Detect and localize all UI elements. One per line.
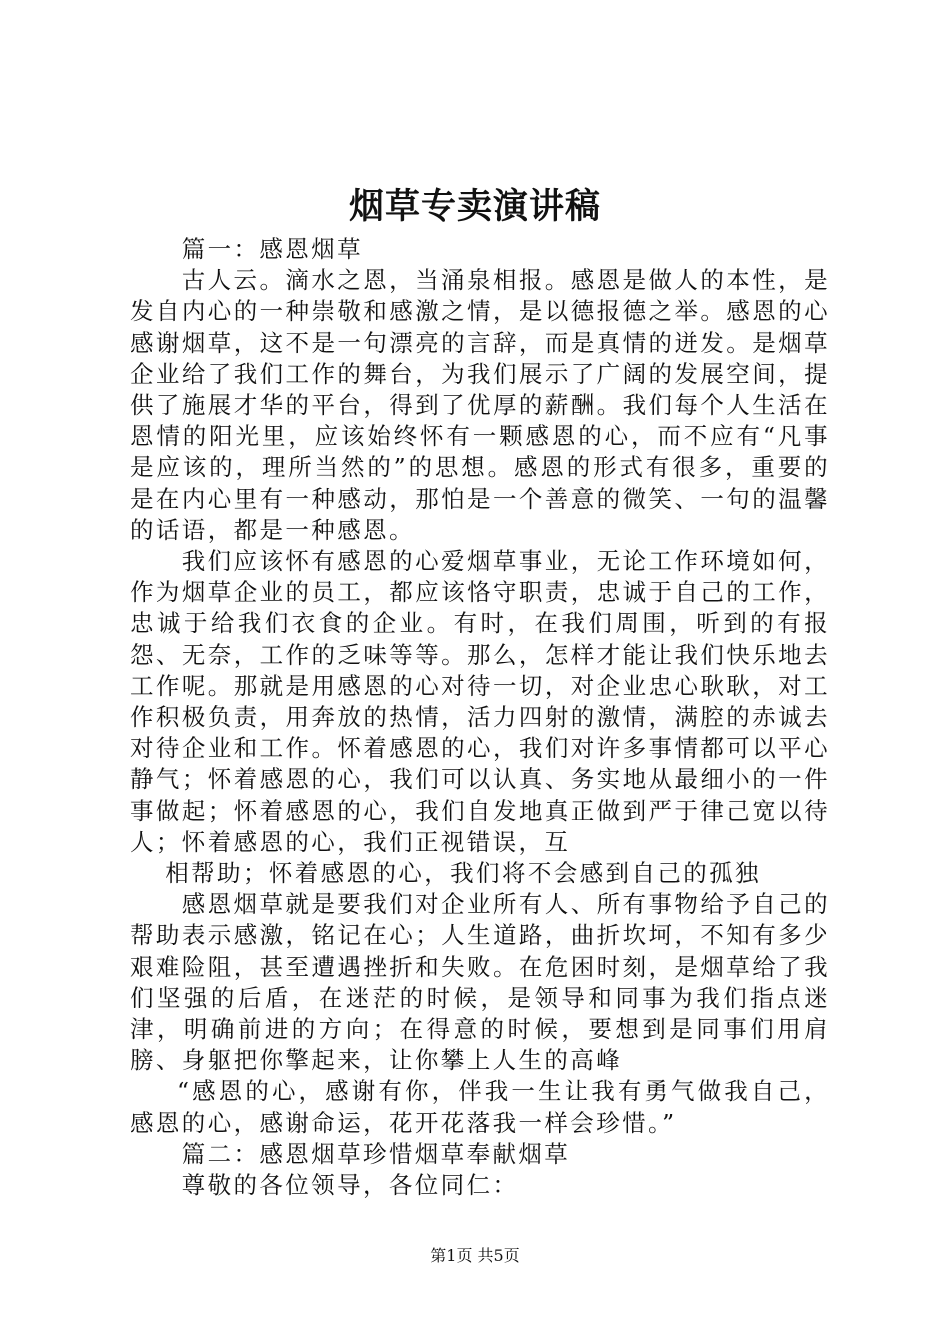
paragraph-3: 相帮助；怀着感恩的心，我们将不会感到自己的孤独 bbox=[165, 859, 761, 888]
paragraph-2: 我们应该怀有感恩的心爱烟草事业，无论工作环境如何，作为烟草企业的员工，都应该恪守职责，忠诚于自己的工作，忠诚于给我们衣食的企业。有时，在我们周围，听到的有报怨、无奈，工作的乏味等等。那么，怎样才能让我们快乐地去工作呢。那就是用感恩的心对待一切，对企业忠心耿耿，对工作积极负责，用奔放的热情，活力四射的激情，满腔的赤诚去对待企业和工作。怀着感恩的心，我们对许多事情都可以平心静气；怀着感恩的心，我们可以认真、务实地从最细小的一件事做起；怀着感恩的心，我们自发地真正做到严于律己宽以待人；怀着感恩的心，我们正视错误，互 bbox=[130, 547, 830, 856]
paragraph-4: 感恩烟草就是要我们对企业所有人、所有事物给予自己的帮助表示感激，铭记在心；人生道路，曲折坎坷，不知有多少艰难险阻，甚至遭遇挫折和失败。在危困时刻，是烟草给了我们坚强的后盾，在迷茫的时候，是领导和同事为我们指点迷津，明确前进的方向；在得意的时候，要想到是同事们用肩膀、身躯把你擎起来，让你攀上人生的高峰 bbox=[130, 890, 830, 1075]
section-heading-1: 篇一：感恩烟草 bbox=[181, 235, 363, 263]
document-title: 烟草专卖演讲稿 bbox=[348, 186, 601, 227]
paragraph-1: 古人云。滴水之恩，当涌泉相报。感恩是做人的本性，是发自内心的一种崇敬和感激之情，是以德报德之举。感恩的心感谢烟草，这不是一句漂亮的言辞，而是真情的迸发。是烟草企业给了我们工作的舞台，为我们展示了广阔的发展空间，提供了施展才华的平台，得到了优厚的薪酬。我们每个人生活在恩情的阳光里，应该始终怀有一颗感恩的心，而不应有“凡事是应该的，理所当然的”的思想。感恩的形式有很多，重要的是在内心里有一种感动，那怕是一个善意的微笑、一句的温馨的话语，都是一种感恩。 bbox=[130, 266, 830, 544]
document-body bbox=[130, 234, 830, 1201]
salutation: 尊敬的各位领导，各位同仁： bbox=[181, 1171, 519, 1200]
page-number: 第1页 共5页 bbox=[430, 1246, 520, 1265]
quote-paragraph: “感恩的心，感谢有你，伴我一生让我有勇气做我自己，感恩的心，感谢命运，花开花落我一样会珍惜。” bbox=[130, 1077, 830, 1137]
section-heading-2: 篇二：感恩烟草珍惜烟草奉献烟草 bbox=[181, 1139, 571, 1168]
